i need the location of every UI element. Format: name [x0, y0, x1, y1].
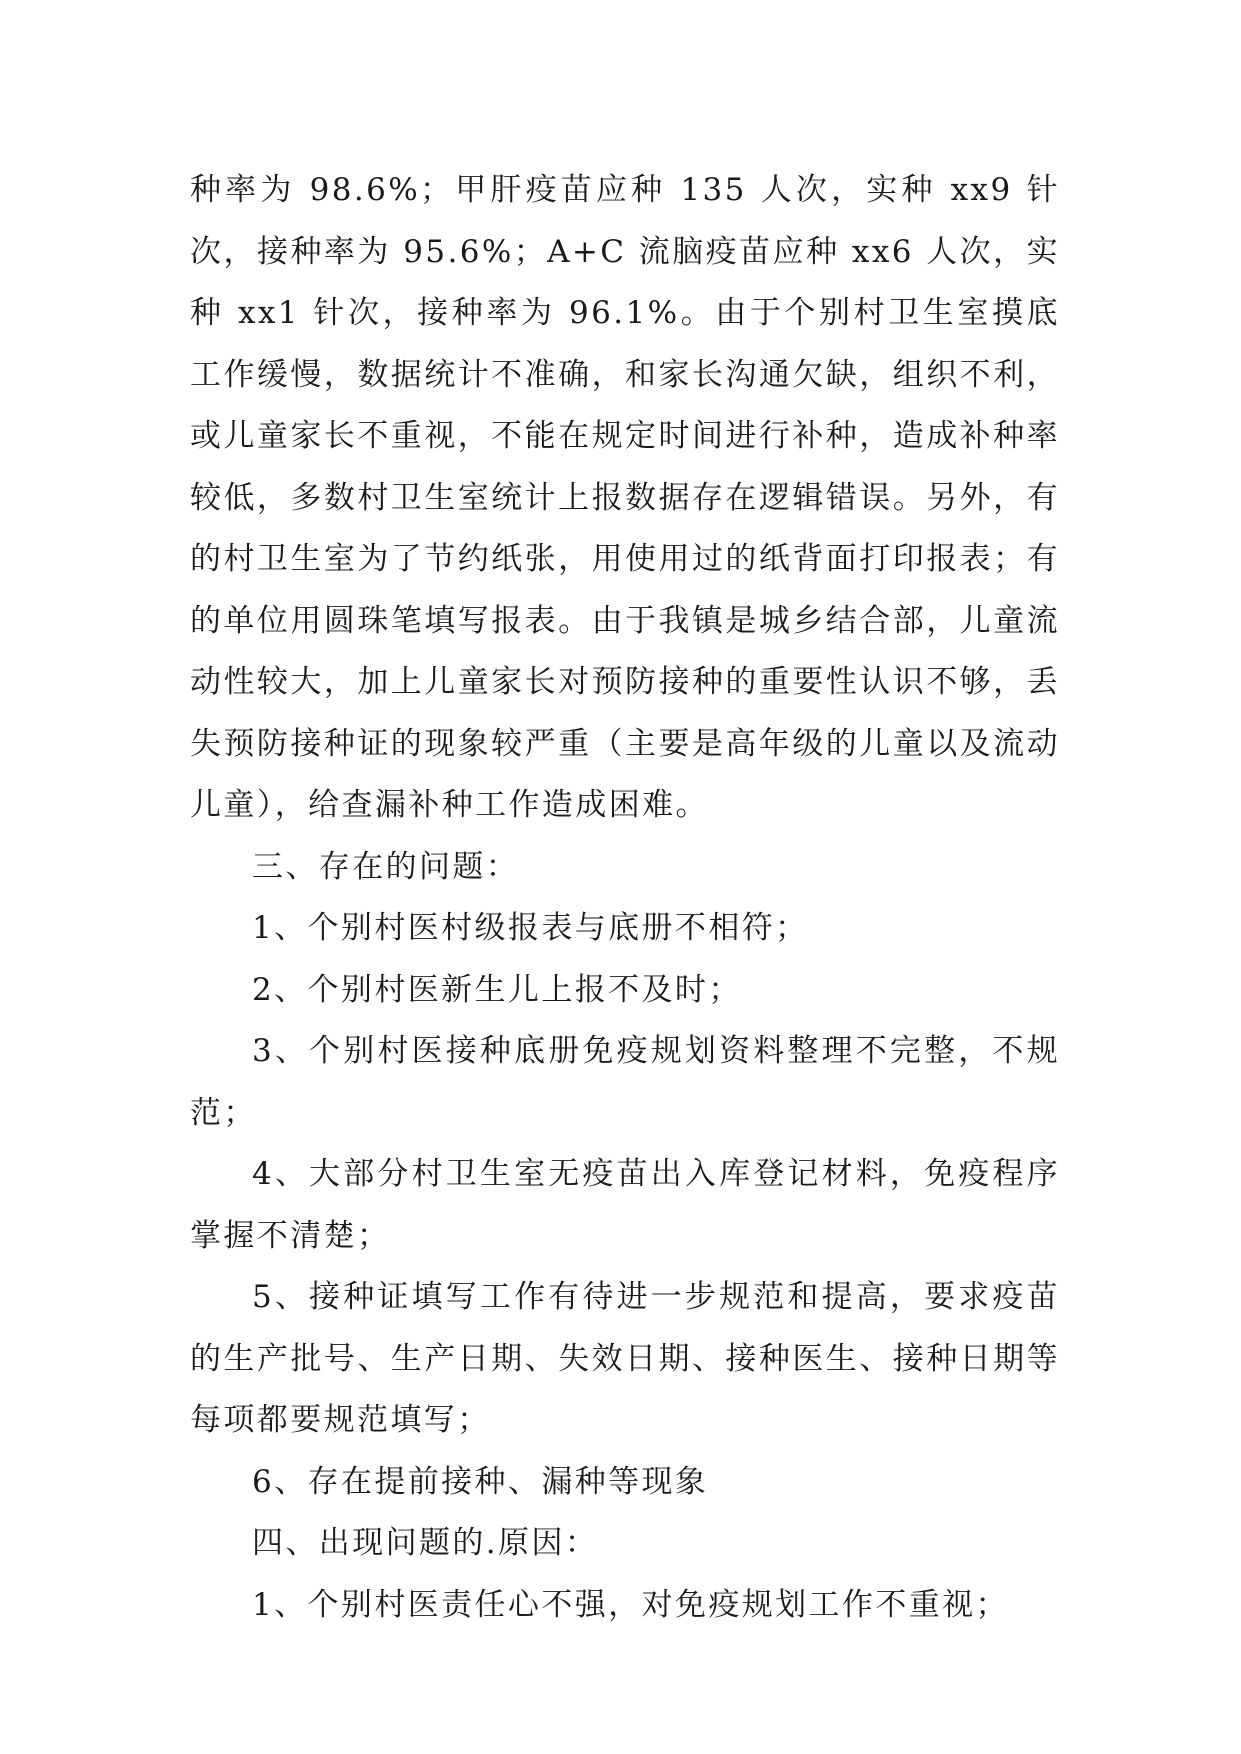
problem-item-2: 2、个别村医新生儿上报不及时； — [252, 971, 742, 1008]
cause-item-1: 1、个别村医责任心不强，对免疫规划工作不重视； — [252, 1586, 1009, 1623]
problem-item-6: 6、存在提前接种、漏种等现象 — [252, 1463, 709, 1500]
document-body — [190, 160, 1060, 1636]
section-heading-causes: 四、出现问题的.原因： — [252, 1525, 599, 1561]
problem-item-4: 4、大部分村卫生室无疫苗出入库登记材料，免疫程序掌握不清楚； — [190, 1156, 1060, 1254]
problem-item-3: 3、个别村医接种底册免疫规划资料整理不完整，不规范； — [190, 1033, 1060, 1131]
problem-item-1: 1、个别村医村级报表与底册不相符； — [252, 910, 809, 946]
section-heading-problems: 三、存在的问题： — [252, 848, 520, 885]
problem-item-5: 5、接种证填写工作有待进一步规范和提高，要求疫苗的生产批号、生产日期、失效日期、接种医生、接种日期等每项都要规范填写； — [190, 1279, 1060, 1438]
body-paragraph-continued: 种率为 98.6%；甲肝疫苗应种 135 人次，实种 xx9 针次，接种率为 95.6%；A+C 流脑疫苗应种 xx6 人次，实种 xx1 针次，接种率为 96.1%。由于个别村卫生室摸底工作缓慢，数据统计不准确，和家长沟通欠缺，组织不利，或儿童家长不重视，不能在规定时间进行补种，造成补种率较低，多数村卫生室统计上报数据存在逻辑错误。另外，有的村卫生室为了节约纸张，用使用过的纸背面打印报表；有的单位用圆珠笔填写报表。由于我镇是城乡结合部，儿童流动性较大，加上儿童家长对预防接种的重要性认识不够，丢失预防接种证的现象较严重（主要是高年级的儿童以及流动儿童），给查漏补种工作造成困难。 — [190, 172, 1060, 823]
